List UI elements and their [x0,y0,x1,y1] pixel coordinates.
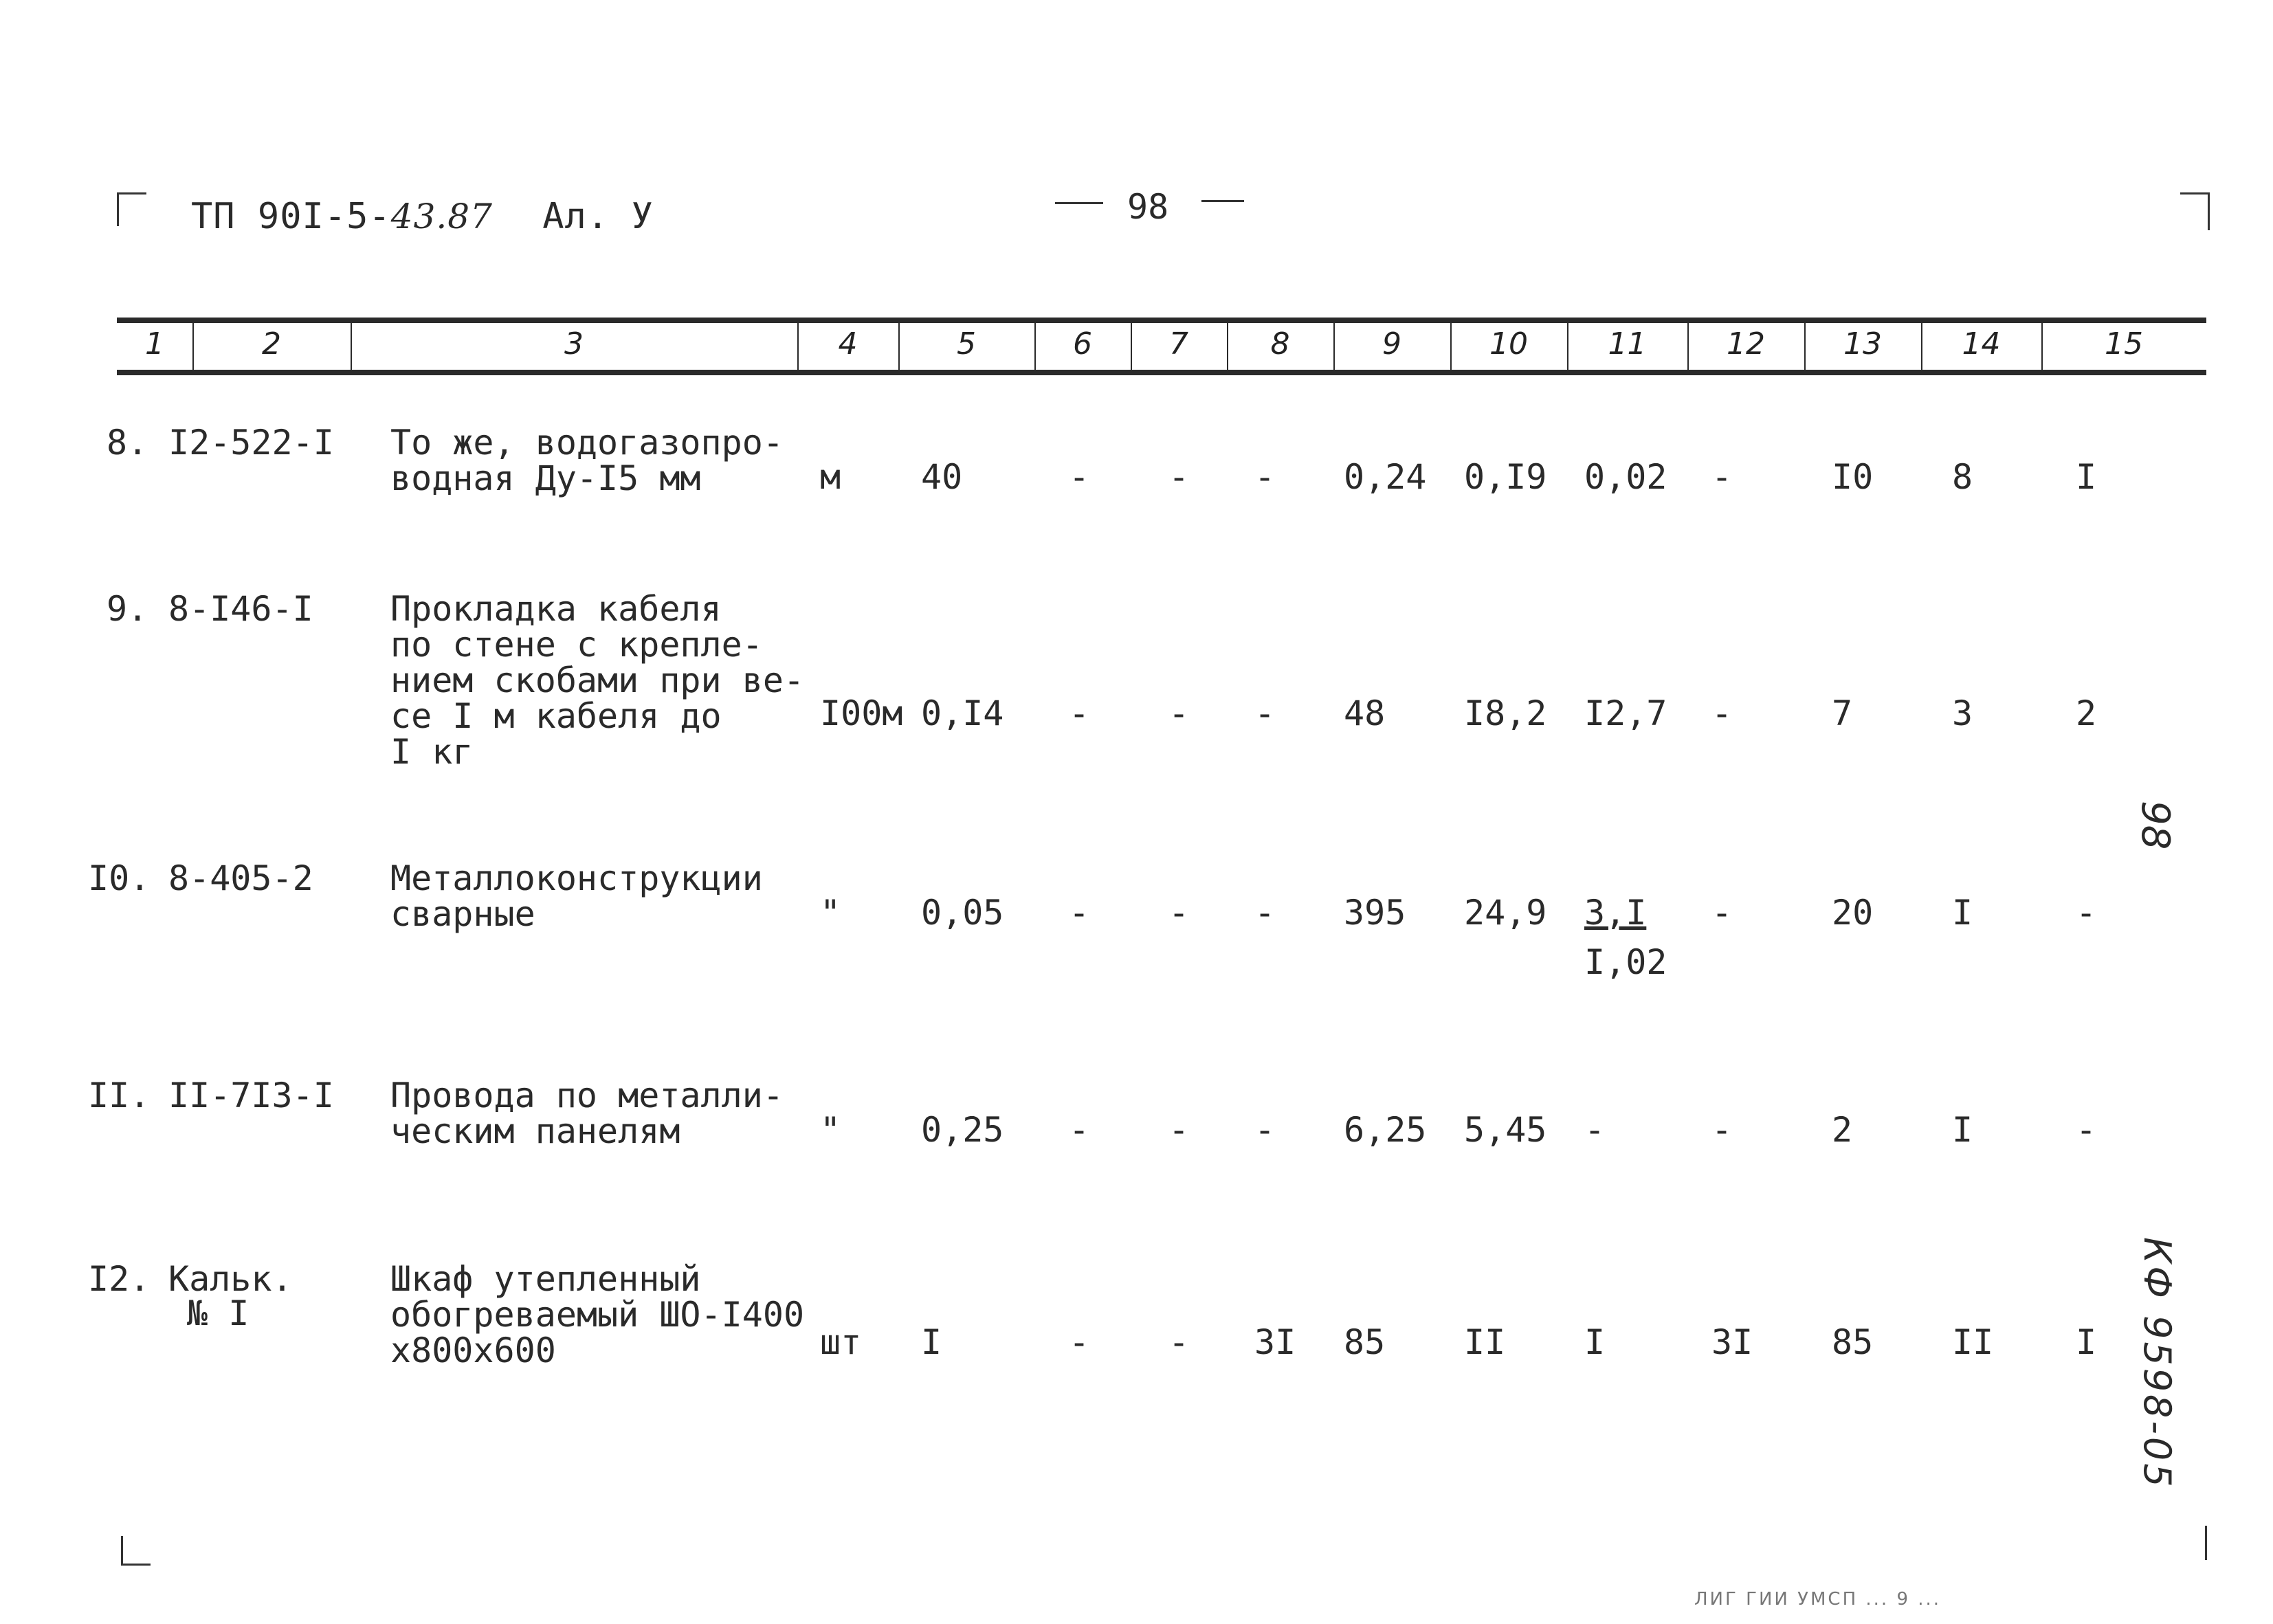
row-code: 8-405-2 [168,858,313,898]
row-value-c8: - [1254,693,1276,733]
row-value-c13: 7 [1832,693,1853,733]
document-code-handwritten: 43.87 [390,197,493,236]
row-value-c14: 3 [1952,693,1973,733]
row-description-line: водная Ду-I5 мм [390,458,701,498]
column-separator [1131,318,1132,375]
row-value-c6: - [1069,457,1090,497]
column-number-7: 7 [1169,326,1188,361]
column-separator [797,318,799,375]
row-value-c12: - [1711,693,1733,733]
column-number-10: 10 [1489,326,1528,361]
row-value-c8: - [1254,457,1276,497]
row-value-qty: 0,05 [921,893,1004,933]
row-description-line: се I м кабеля до [390,696,722,736]
row-value-c9: 395 [1344,893,1406,933]
row-description-line: по стене с крепле- [390,625,763,665]
row-code-sub: № I [187,1293,250,1333]
row-value-c7: - [1168,693,1190,733]
row-value-c8: - [1254,893,1276,933]
column-number-13: 13 [1843,326,1882,361]
row-value-c8: 3I [1254,1322,1296,1362]
row-value-c7: - [1168,893,1190,933]
row-value-c11: 3,I [1584,893,1647,933]
row-value-c13: 85 [1832,1322,1874,1362]
row-value-c7: - [1168,1322,1190,1362]
row-value-c14: II [1952,1322,1994,1362]
column-separator [1450,318,1452,375]
row-description [390,1078,784,1149]
page-number: 98 [1127,187,1169,227]
column-number-5: 5 [957,326,976,361]
column-separator [192,318,194,375]
row-value-c9: 6,25 [1344,1110,1427,1150]
column-separator [1567,318,1568,375]
column-number-4: 4 [838,326,858,361]
row-description-line: нием скобами при ве- [390,660,805,700]
row-value-c11: I2,7 [1584,693,1667,733]
row-code: Кальк. [168,1259,293,1299]
column-number-8: 8 [1270,326,1290,361]
row-value-c15: I [2076,1322,2097,1362]
row-value-c15: I [2076,457,2097,497]
column-separator [1333,318,1335,375]
row-value-c6: - [1069,1322,1090,1362]
row-value-c10: 0,I9 [1464,457,1547,497]
row-number: I0. [88,858,151,898]
row-value-c15: - [2076,1110,2097,1150]
album-label: Ал. У [542,196,654,237]
row-value-c13: 20 [1832,893,1874,933]
row-value-c10: II [1464,1322,1506,1362]
row-value-c6: - [1069,693,1090,733]
column-separator [1034,318,1036,375]
row-value-c11: I [1584,1322,1606,1362]
page-number-dash-right [1201,200,1244,202]
row-code: I2-522-I [168,423,334,463]
row-description-line: х800х600 [390,1331,556,1370]
row-value-qty: I [921,1322,942,1362]
row-value-c15: - [2076,893,2097,933]
row-value-c7: - [1168,457,1190,497]
row-value-c15: 2 [2076,693,2097,733]
row-value-unit: шт [820,1322,862,1362]
row-value-c13: 2 [1832,1110,1853,1150]
column-number-15: 15 [2105,326,2143,361]
row-value-qty: 0,25 [921,1110,1004,1150]
row-value-unit: I00м [820,693,903,733]
header-bottom-rule [117,370,2206,375]
row-description-line: обогреваемый ШО-I400 [390,1295,805,1335]
row-description-line: I кг [390,732,474,772]
column-separator [898,318,900,375]
row-number: 9. [107,589,148,629]
column-number-2: 2 [262,326,281,361]
row-value-c13: I0 [1832,457,1874,497]
row-value-c9: 85 [1344,1322,1386,1362]
table-column-header [117,318,2206,375]
row-value-c14: 8 [1952,457,1973,497]
row-value-c11: 0,02 [1584,457,1667,497]
column-separator [1227,318,1228,375]
corner-mark-top-right [2180,192,2210,230]
column-separator [1921,318,1922,375]
corner-mark-bottom-left [121,1536,151,1566]
row-value-c11-sub: I,02 [1584,942,1667,982]
page-number-dash-left [1055,202,1103,204]
row-description-line: Шкаф утепленный [390,1259,701,1299]
corner-mark-top-left [117,192,146,226]
row-value-c14: I [1952,893,1973,933]
side-page-number: 98 [2133,801,2177,850]
row-description [390,591,804,770]
row-value-c6: - [1069,893,1090,933]
column-number-11: 11 [1608,326,1647,361]
row-description [390,1261,804,1368]
row-value-c12: 3I [1711,1322,1753,1362]
row-value-unit: " [820,1110,841,1150]
row-number: II. [88,1076,151,1115]
column-separator [1687,318,1689,375]
side-document-code: КФ 9598-05 [2136,1237,2179,1490]
row-number: I2. [88,1259,151,1299]
row-description-line: Провода по металли- [390,1076,784,1115]
row-description-line: Металлоконструкции [390,858,763,898]
corner-mark-bottom-right [2204,1526,2207,1560]
row-value-c6: - [1069,1110,1090,1150]
column-number-9: 9 [1382,326,1401,361]
column-number-1: 1 [145,326,164,361]
row-value-c9: 0,24 [1344,457,1427,497]
row-description-line: сварные [390,894,535,934]
document-code [191,196,654,237]
row-value-c12: - [1711,1110,1733,1150]
row-value-c14: I [1952,1110,1973,1150]
row-code: II-7I3-I [168,1076,334,1115]
row-value-qty: 0,I4 [921,693,1004,733]
column-number-14: 14 [1962,326,2001,361]
row-value-c10: 5,45 [1464,1110,1547,1150]
row-value-c12: - [1711,893,1733,933]
row-value-unit: м [820,457,841,497]
row-number: 8. [107,423,148,463]
row-value-c10: 24,9 [1464,893,1547,933]
row-value-c8: - [1254,1110,1276,1150]
row-description-line: То же, водогазопро- [390,423,784,463]
row-value-c10: I8,2 [1464,693,1547,733]
row-value-c7: - [1168,1110,1190,1150]
row-description [390,425,784,496]
row-description-line: ческим панелям [390,1111,680,1151]
row-value-c12: - [1711,457,1733,497]
row-value-c11: - [1584,1110,1606,1150]
column-separator [2041,318,2043,375]
document-code-printed: ТП 90I-5- [191,196,391,237]
column-separator [1804,318,1806,375]
row-description-line: Прокладка кабеля [390,589,722,629]
column-separator [351,318,352,375]
row-code: 8-I46-I [168,589,313,629]
row-value-c9: 48 [1344,693,1386,733]
row-value-qty: 40 [921,457,963,497]
row-description [390,860,763,932]
row-value-unit: " [820,893,841,933]
column-number-12: 12 [1727,326,1765,361]
column-number-6: 6 [1073,326,1092,361]
footer-stamp: ЛИГ ГИИ УМСП ... 9 ... [1694,1589,1942,1610]
column-number-3: 3 [564,326,584,361]
